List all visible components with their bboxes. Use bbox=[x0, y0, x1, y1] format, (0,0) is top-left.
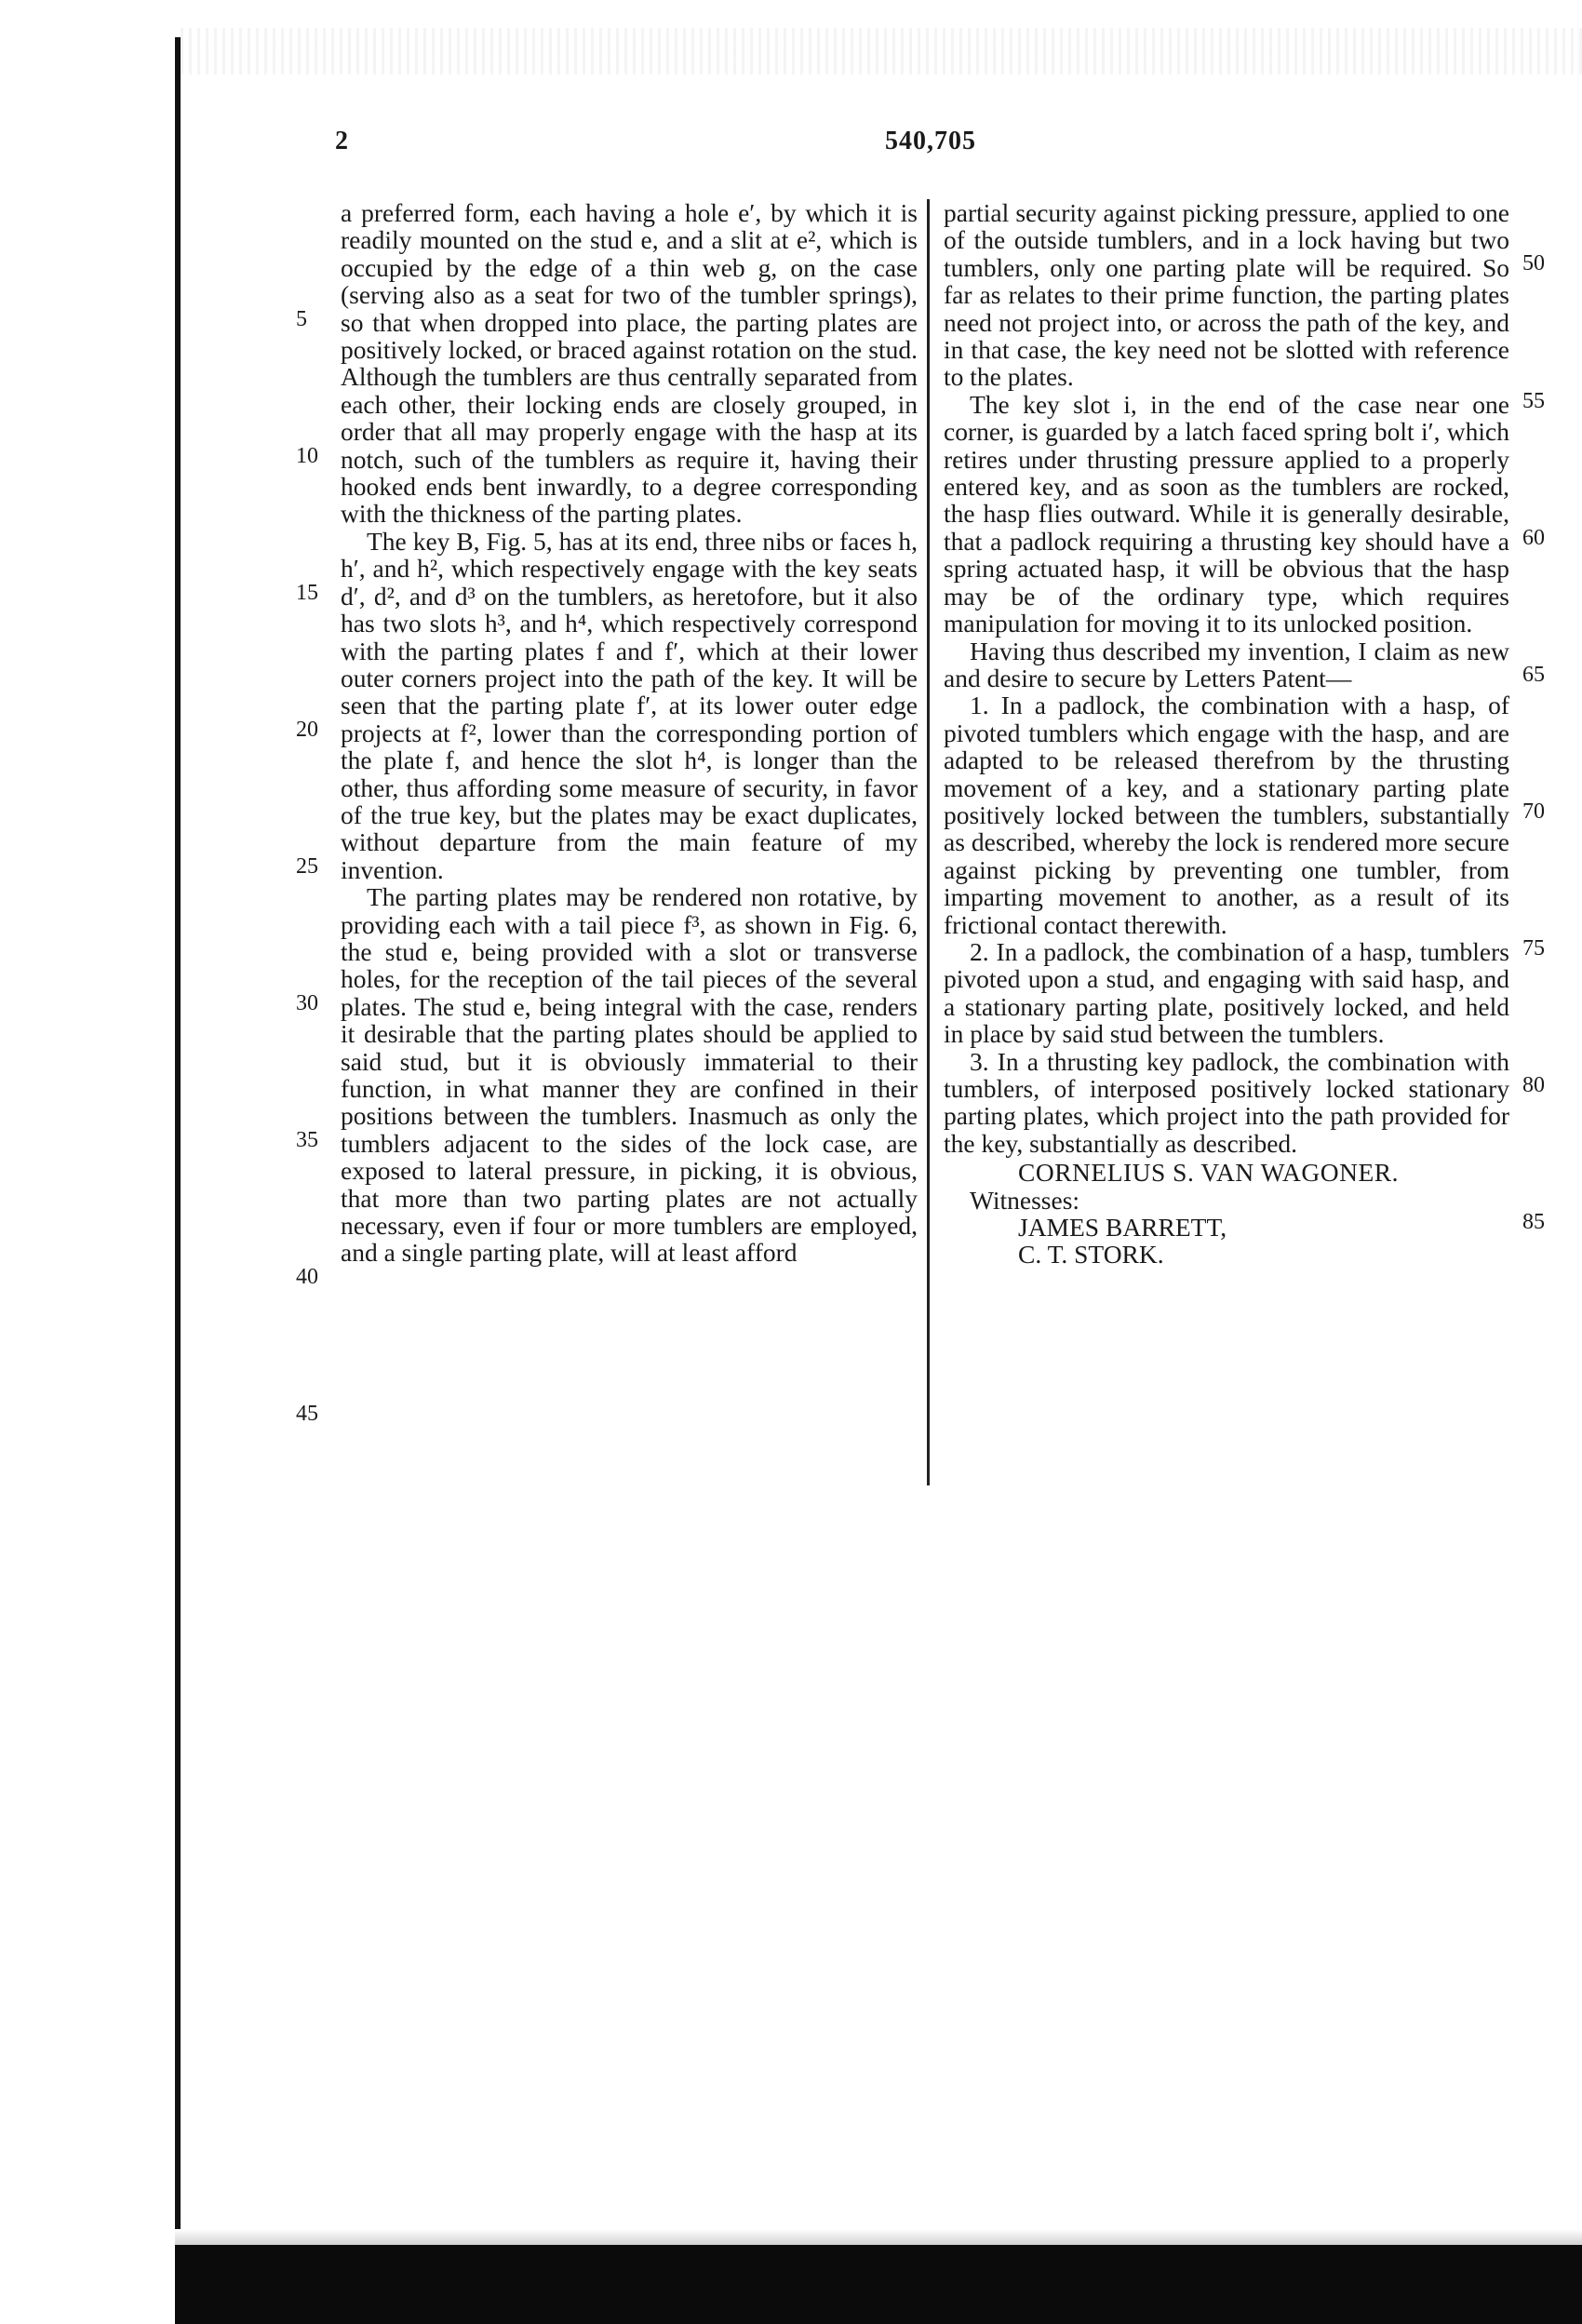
patent-number: 540,705 bbox=[885, 127, 976, 155]
witness-1: JAMES BARRETT, bbox=[1018, 1213, 1227, 1243]
line-number-right: 80 bbox=[1522, 1073, 1545, 1097]
line-number-left: 20 bbox=[296, 718, 318, 742]
page-number: 2 bbox=[335, 127, 348, 155]
line-number-left: 40 bbox=[296, 1265, 318, 1289]
line-number-right: 60 bbox=[1522, 526, 1545, 550]
claim-2: 2. In a padlock, the combination of a hasp, tumblers pivoted upon a stud, and engaging with said hasp, and a stationary parting plate, positively locked, and held in place by said stud between the tumblers. bbox=[944, 936, 1509, 1049]
line-number-left: 30 bbox=[296, 991, 318, 1015]
line-number-right: 55 bbox=[1522, 389, 1545, 413]
line-number-left: 5 bbox=[296, 307, 307, 331]
left-paragraph-3: The parting plates may be rendered non rotative, by providing each with a tail piece f³, as shown in Fig. 6, the stud e, being provided with a slot or transverse holes, for the reception of the tail pieces of the several plates. The stud e, being integral with the case, renders it desirable that the parting plates should be applied to said stud, but it is obviously immaterial to their function, in what manner they are confined in their positions between the tumblers. Inasmuch as only the tumblers adjacent to the sides of the lock case, are exposed to lateral pressure, in picking, it is obvious, that more than two parting plates are not actually necessary, even if four or more tumblers are employed, and a single parting plate, will at least afford bbox=[341, 882, 918, 1268]
right-paragraph-2: The key slot i, in the end of the case near one corner, is guarded by a latch faced spring bolt i′, which retires under thrusting pressure applied to a properly entered key, and as soon as the tumblers are rocked, the hasp flies outward. While it is generally desirable, that a padlock requiring a thrusting key should have a spring actuated hasp, it will be obvious that the hasp may be of the ordinary type, which requires manipulation for moving it to its unlocked position. bbox=[944, 389, 1509, 638]
scan-left-border bbox=[175, 37, 181, 2268]
claims-intro: Having thus described my invention, I claim as new and desire to secure by Letters Patent— bbox=[944, 636, 1509, 692]
witnesses-label: Witnesses: bbox=[970, 1185, 1080, 1215]
line-number-left: 15 bbox=[296, 581, 318, 605]
line-number-left: 25 bbox=[296, 854, 318, 879]
scan-bottom-shadow bbox=[175, 2229, 1582, 2246]
line-number-right: 85 bbox=[1522, 1210, 1545, 1234]
left-paragraph-1: a preferred form, each having a hole e′, by which it is readily mounted on the stud e, and a slit at e², which is occupied by the edge of a thin web g, on the case (serving also as a seat for two of the tumbler springs), so that when dropped into place, the parting plates are positively locked, or braced against rotation on the stud. Although the tumblers are thus centrally separated from each other, their locking ends are closely grouped, in order that all may properly engage with the hasp at its notch, such of the tumblers as require it, having their hooked ends bent inwardly, to a degree corresponding with the thickness of the parting plates. bbox=[341, 198, 918, 529]
scan-bottom-border bbox=[175, 2245, 1582, 2324]
line-number-left: 35 bbox=[296, 1128, 318, 1152]
claim-3: 3. In a thrusting key padlock, the combination with tumblers, of interposed positively locked stationary parting plates, which project into the path provided for the key, substantially as described. bbox=[944, 1046, 1509, 1158]
scan-top-noise bbox=[181, 28, 1582, 74]
right-paragraph-1: partial security against picking pressure, applied to one of the outside tumblers, and in a lock having but two tumblers, only one parting plate will be required. So far as relates to their prime function, the parting plates need not project into, or across the path of the key, and in that case, the key need not be slotted with reference to the plates. bbox=[944, 198, 1509, 392]
left-paragraph-2: The key B, Fig. 5, has at its end, three nibs or faces h, h′, and h², which respectively engage with the key seats d′, d², and d³ on the tumblers, as heretofore, but it also has two slots h³, and h⁴, which respectively correspond with the parting plates f and f′, which at their lower outer corners project into the path of the key. It will be seen that the parting plate f′, at its lower outer edge projects at f², lower than the corresponding portion of the plate f, and hence the slot h⁴, is longer than the other, thus affording some measure of security, in favor of the true key, but the plates may be exact duplicates, without departure from the main feature of my invention. bbox=[341, 526, 918, 884]
right-column bbox=[944, 199, 1509, 1269]
column-divider bbox=[927, 199, 930, 1485]
line-number-right: 65 bbox=[1522, 663, 1545, 687]
line-number-right: 50 bbox=[1522, 251, 1545, 275]
left-column bbox=[341, 199, 918, 1267]
line-number-left: 45 bbox=[296, 1402, 318, 1426]
line-number-left: 10 bbox=[296, 444, 318, 468]
witness-2: C. T. STORK. bbox=[1018, 1240, 1164, 1269]
claim-1: 1. In a padlock, the combination with a hasp, of pivoted tumblers which engage with the hasp, and are adapted to be released therefrom by the thrusting movement of a key, and a stationary parting plate positively locked between the tumblers, substantially as described, whereby the lock is rendered more secure against picking by preventing one tumbler, from imparting movement to another, as a result of its frictional contact therewith. bbox=[944, 691, 1509, 939]
line-number-right: 70 bbox=[1522, 799, 1545, 824]
inventor-signature: CORNELIUS S. VAN WAGONER. bbox=[1018, 1158, 1400, 1188]
line-number-right: 75 bbox=[1522, 936, 1545, 960]
